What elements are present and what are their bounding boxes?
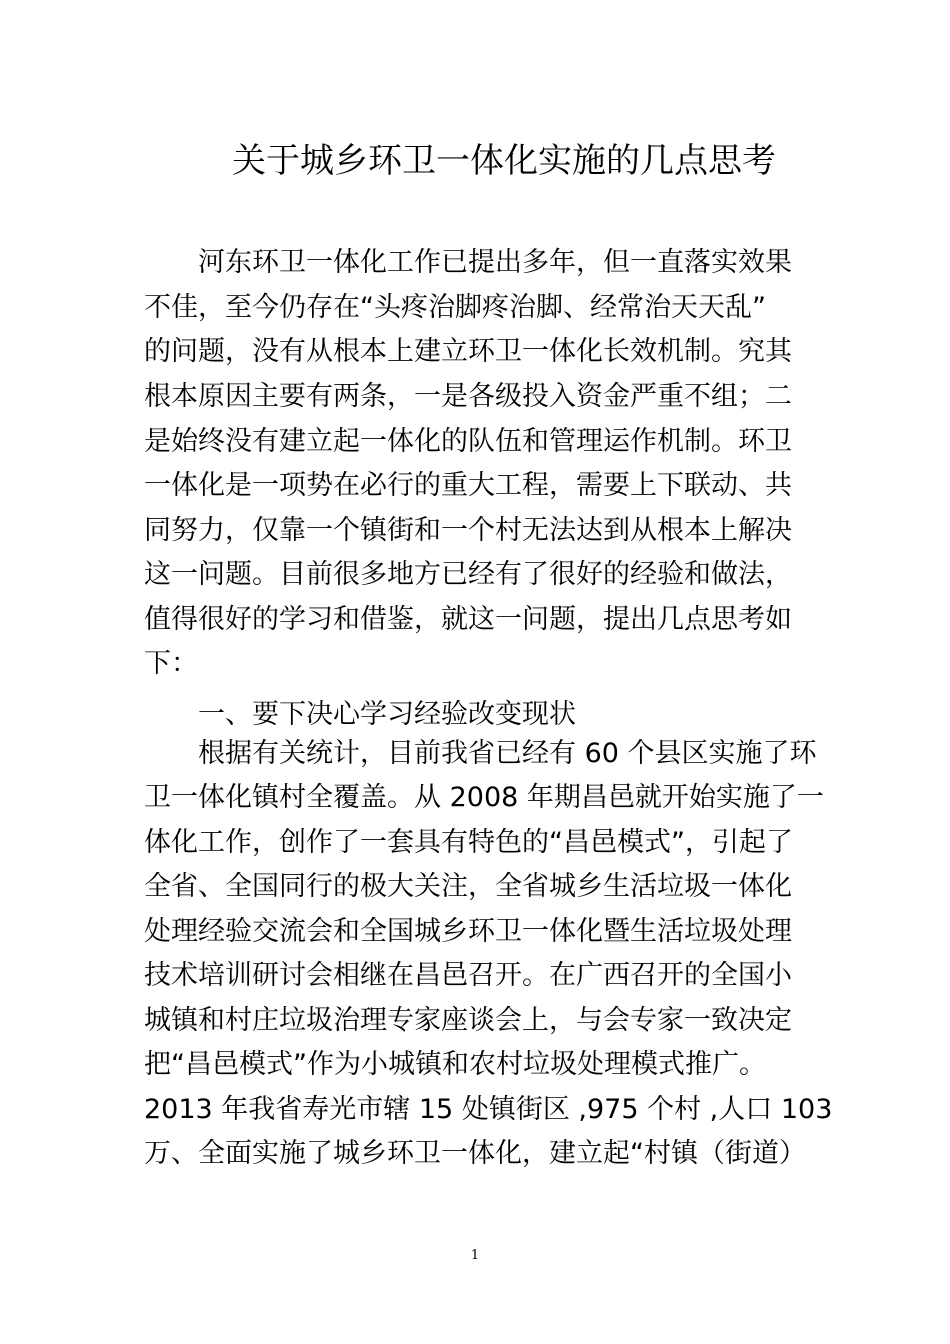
section-heading: 一、要下决心学习经验改变现状 — [198, 699, 576, 730]
paragraph-line: 处理经验交流会和全国城乡环卫一体化暨生活垃圾处理 — [144, 916, 792, 947]
page-number: 1 — [470, 1248, 480, 1263]
paragraph-line: 把“昌邑模式”作为小城镇和农村垃圾处理模式推广。 — [144, 1049, 766, 1080]
paragraph-line: 卫一体化镇村全覆盖。从 2008 年期昌邑就开始实施了一 — [144, 782, 824, 813]
paragraph-line: 全省、全国同行的极大关注，全省城乡生活垃圾一体化 — [144, 871, 792, 902]
paragraph-line: 同努力，仅靠一个镇街和一个村无法达到从根本上解决 — [144, 515, 792, 546]
paragraph-line: 根据有关统计，目前我省已经有 60 个县区实施了环 — [198, 738, 817, 769]
paragraph-line: 值得很好的学习和借鉴，就这一问题，提出几点思考如 — [144, 604, 792, 635]
paragraph-line: 的问题，没有从根本上建立环卫一体化长效机制。究其 — [144, 336, 792, 367]
document-title: 关于城乡环卫一体化实施的几点思考 — [232, 141, 776, 181]
paragraph-line: 下： — [144, 648, 198, 679]
paragraph-line: 是始终没有建立起一体化的队伍和管理运作机制。环卫 — [144, 426, 792, 457]
paragraph-line: 根本原因主要有两条，一是各级投入资金严重不组；二 — [144, 381, 792, 412]
paragraph-line: 这一问题。目前很多地方已经有了很好的经验和做法， — [144, 559, 792, 590]
paragraph-line: 城镇和村庄垃圾治理专家座谈会上，与会专家一致决定 — [144, 1005, 792, 1036]
paragraph-line: 体化工作，创作了一套具有特色的“昌邑模式”，引起了 — [144, 827, 793, 858]
paragraph-line: 不佳，至今仍存在“头疼治脚疼治脚、经常治天天乱” — [144, 292, 766, 323]
paragraph-line: 一体化是一项势在必行的重大工程，需要上下联动、共 — [144, 470, 792, 501]
paragraph-line: 河东环卫一体化工作已提出多年，但一直落实效果 — [198, 247, 792, 278]
paragraph-line: 万、全面实施了城乡环卫一体化，建立起“村镇（街道） — [144, 1138, 806, 1169]
paragraph-line: 2013 年我省寿光市辖 15 处镇街区 ,975 个村 ,人口 103 — [144, 1094, 833, 1125]
paragraph-line: 技术培训研讨会相继在昌邑召开。在广西召开的全国小 — [144, 960, 792, 991]
